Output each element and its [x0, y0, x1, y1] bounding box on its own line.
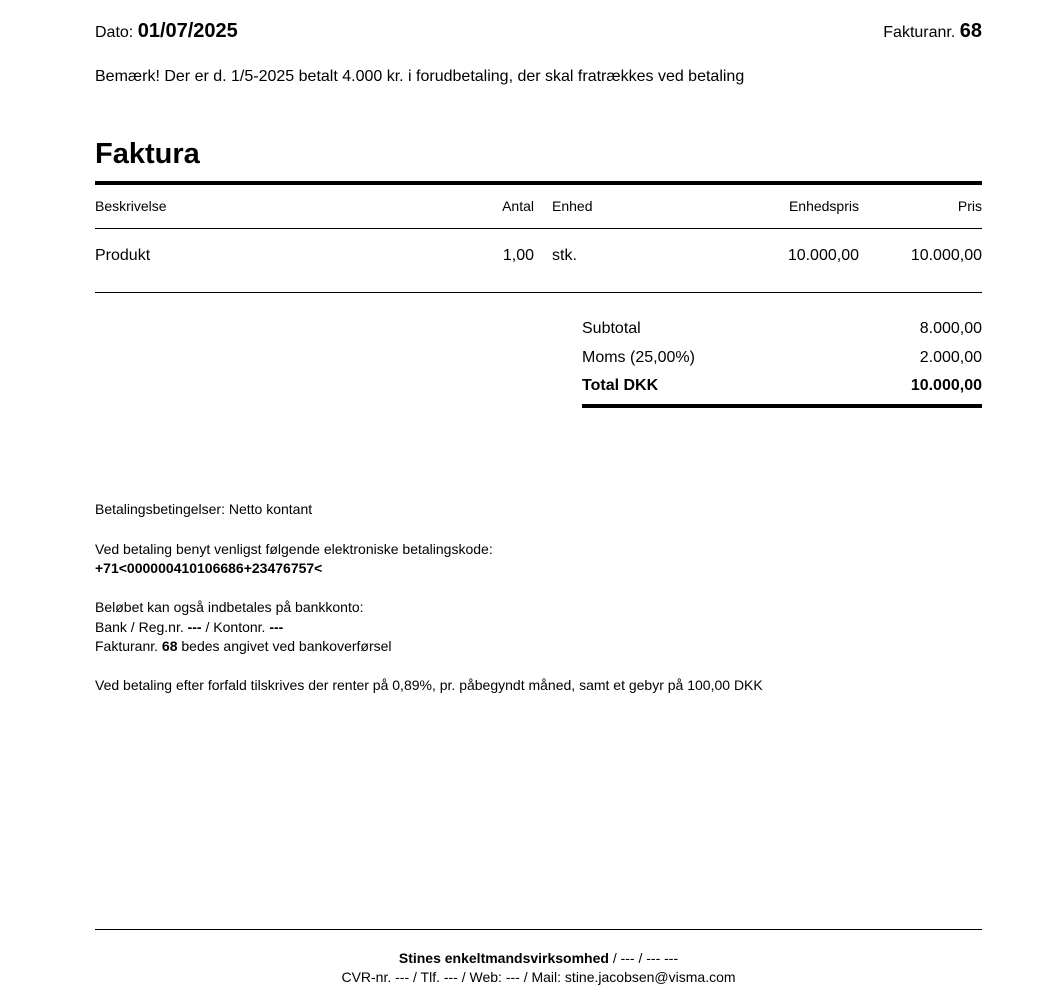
date-label: Dato:: [95, 24, 134, 41]
bank-account: ---: [269, 619, 284, 635]
invoice-number-value: 68: [959, 20, 982, 42]
header-divider: [95, 228, 982, 229]
ref-prefix: Fakturanr.: [95, 638, 159, 654]
column-header-unit-price: Enhedspris: [788, 198, 859, 214]
bank-details: [95, 618, 283, 638]
bank-prefix: Bank / Reg.nr.: [95, 619, 184, 635]
invoice-number: [883, 20, 982, 43]
total-value: 10.000,00: [910, 377, 982, 394]
column-header-quantity: Antal: [502, 198, 534, 214]
column-header-description: Beskrivelse: [95, 198, 167, 214]
bank-intro: Beløbet kan også indbetales på bankkonto:: [95, 599, 364, 615]
row-price: 10.000,00: [910, 247, 982, 264]
footer-divider: [95, 929, 982, 930]
row-quantity: 1,00: [502, 247, 534, 264]
invoice-reference: [95, 637, 392, 657]
company-name: Stines enkeltmandsvirksomhed: [398, 950, 609, 966]
row-description: Produkt: [95, 247, 151, 264]
bank-reg: ---: [187, 619, 202, 635]
subtotal-value: 8.000,00: [919, 320, 982, 337]
bank-sep: / Kontonr.: [205, 619, 266, 635]
ref-suffix: bedes angivet ved bankoverførsel: [181, 638, 392, 654]
row-unit-price: 10.000,00: [787, 247, 859, 264]
table-end-divider: [95, 292, 982, 293]
prepayment-remark: Bemærk! Der er d. 1/5-2025 betalt 4.000 kr. i forudbetaling, der skal fratrækkes ved betaling: [95, 68, 745, 85]
subtotal-label: Subtotal: [582, 320, 641, 337]
invoice-number-label: Fakturanr.: [883, 24, 956, 41]
column-header-unit: Enhed: [552, 198, 593, 214]
late-fee-notice: Ved betaling efter forfald tilskrives der renter på 0,89%, pr. påbegyndt måned, samt et gebyr på 100,00 DKK: [95, 677, 763, 693]
payment-code: +71<000000410106686+23476757<: [95, 560, 323, 576]
column-header-price: Pris: [957, 198, 982, 214]
vat-label: Moms (25,00%): [582, 349, 695, 366]
footer-company: [95, 950, 982, 966]
row-unit: stk.: [552, 247, 577, 264]
title-divider: [95, 181, 982, 185]
date-value: 01/07/2025: [137, 20, 238, 42]
footer-contact: CVR-nr. --- / Tlf. --- / Web: --- / Mail: stine.jacobsen@visma.com: [341, 969, 736, 985]
total-underline: [582, 404, 982, 408]
invoice-date: [95, 20, 238, 43]
company-details: / --- / --- ---: [608, 950, 679, 966]
payment-terms: Betalingsbetingelser: Netto kontant: [95, 501, 313, 517]
document-title: Faktura: [95, 138, 200, 170]
ref-number: 68: [161, 638, 178, 654]
total-label: Total DKK: [582, 377, 659, 394]
vat-value: 2.000,00: [919, 349, 982, 366]
payment-code-intro: Ved betaling benyt venligst følgende elektroniske betalingskode:: [95, 541, 493, 557]
